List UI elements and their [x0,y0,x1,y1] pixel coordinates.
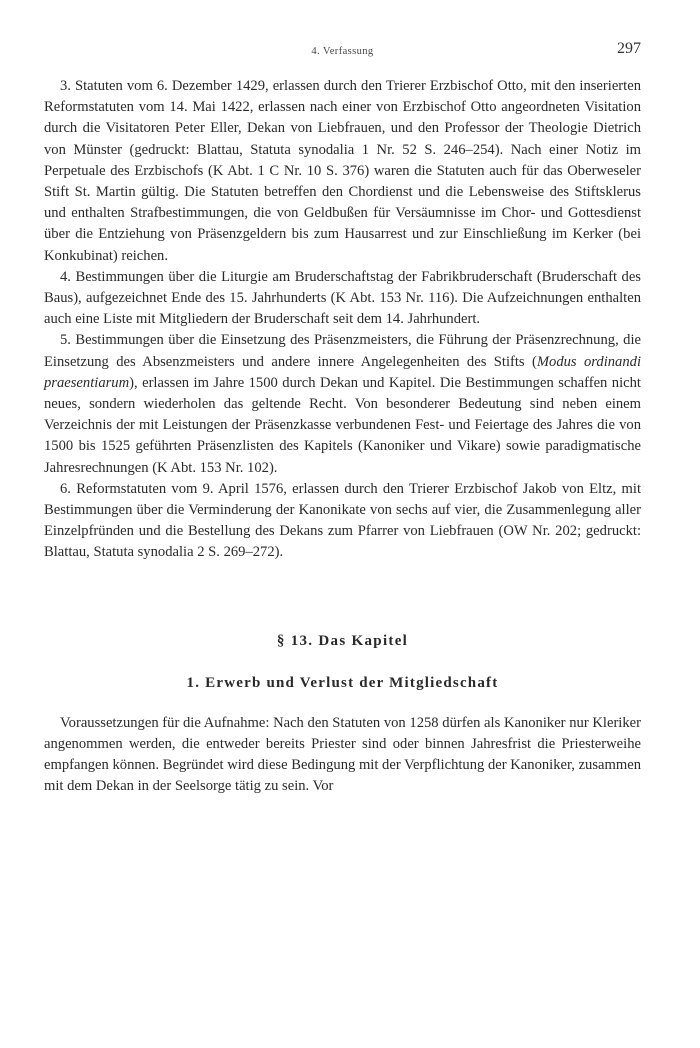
section-subheading: 1. Erwerb und Verlust der Mitgliedschaft [186,674,499,691]
section-paragraph: Voraussetzungen für die Aufnahme: Nach den Statuten von 1258 dürfen als Kanoniker nur Kleriker angenommen werden, die entweder bereits Priester sind oder binnen Jahresfrist die Priesterweihe empfangen können. Begründet wird diese Bedingung mit der Verpflichtung der Kanoniker, zusammen mit dem Dekan in der Seelsorge tätig zu sein. Vor [44,714,641,795]
statute-item-5-text-after: ), erlassen im Jahre 1500 durch Dekan und Kapitel. Die Bestimmungen schaffen nicht neues, sondern wiederholen das geltende Recht. Von besonderer Bedeutung sind neben einem Verzeichnis der mit Leistungen der Präsenzkasse verbundenen Fest- und Feiertage des Jahres die von 1500 bis 1525 geführten Präsenzlisten des Kapitels (Kanoniker und Vikare) sowie paradigmatische Jahresrechnungen (K Abt. 153 Nr. 102). [44,374,641,476]
running-head [44,40,641,64]
running-title: 4. Verfassung [311,46,374,57]
section-body [44,713,641,798]
statute-item-5-text-before: 5. Bestimmungen über die Einsetzung des Präsenzmeisters, die Führung der Präsenzrechnung, die Einsetzung des Absenzmeisters und andere innere Angelegenheiten des Stifts ( [44,332,641,370]
statute-item-5 [44,330,641,478]
page-number: 297 [617,40,641,57]
section-heading: § 13. Das Kapitel [276,632,409,649]
statute-item-6: 6. Reformstatuten vom 9. April 1576, erlassen durch den Trierer Erzbischof Jakob von Eltz, mit Bestimmungen über die Verminderung der Kanonikate von sechs auf vier, die Zusammenlegung aller Einzelpfründen und die Bestellung des Dekans zum Pfarrer von Liebfrauen (OW Nr. 202; gedruckt: Blattau, Statuta synodalia 2 S. 269–272). [44,480,641,561]
statute-item-4: 4. Bestimmungen über die Liturgie am Bruderschaftstag der Fabrikbruderschaft (Bruderschaft des Baus), aufgezeichnet Ende des 15. Jahrhunderts (K Abt. 153 Nr. 116). Die Aufzeichnungen enthalten auch eine Liste mit Mitgliedern der Bruderschaft seit dem 14. Jahrhundert. [44,268,641,328]
book-page [44,40,641,797]
statute-item-3: 3. Statuten vom 6. Dezember 1429, erlassen durch den Trierer Erzbischof Otto, mit den inserierten Reformstatuten vom 14. Mai 1422, erlassen nach einer von Erzbischof Otto angeordneten Visitation durch die Visitatoren Peter Eller, Dekan von Liebfrauen, und den Professor der Theologie Dietrich von Münster (gedruckt: Blattau, Statuta synodalia 1 Nr. 52 S. 246–254). Nach einer Notiz im Perpetuale des Erzbischofs (K Abt. 1 C Nr. 10 S. 376) waren die Statuten auch für das Oberweseler Stift St. Martin gültig. Die Statuten betreffen den Chordienst und die Lebensweise des Stiftsklerus und enthalten Strafbestimmungen, die von Geldbußen für Versäumnisse im Chor- und Gottesdienst über die Entziehung von Präsenzgeldern bis zum Hausarrest und zur Einschließung im Kerker (bei Konkubinat) reichen. [44,78,641,264]
body-text [44,76,641,564]
statute-item-5-italic-title: Modus ordinandi praesentiarum [44,353,642,391]
